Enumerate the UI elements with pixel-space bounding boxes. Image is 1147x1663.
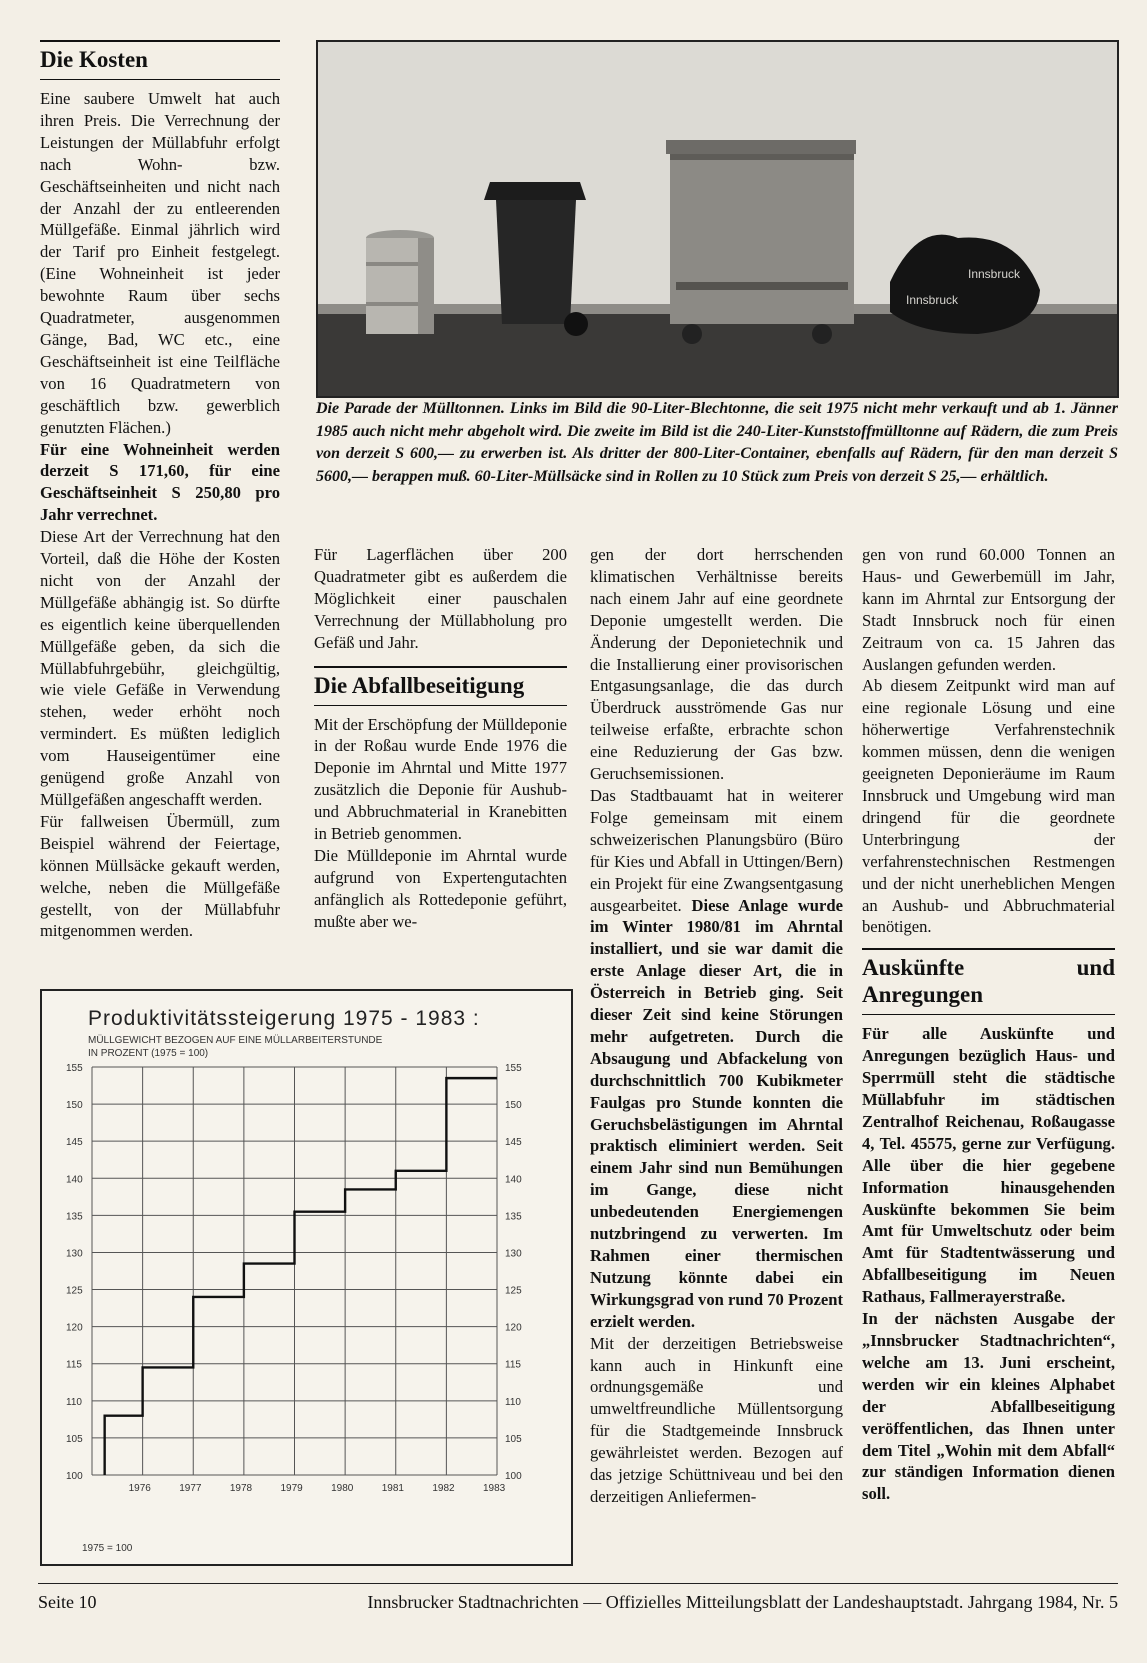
kosten-paragraph: Eine saubere Umwelt hat auch ihren Preis. Die Verrechnung der Leistungen der Müllabfuhr erfolgt nach Wohn- bzw. Geschäftseinheiten und nicht nach der Anzahl der zu entleerenden Müllgefäße. Einmal jährlich wird der Tarif pro Einheit festgelegt. (Eine Wohneinheit ist jeder bewohnte Raum über sechs Quadratmeter, ausgenommen Gänge, Bad, WC etc., eine Geschäftseinheit ist eine Teilfläche von 16 Quadratmetern von geschäftlich bzw. gewerblich genutzten Flächen.) bbox=[40, 89, 280, 437]
container-icon bbox=[666, 140, 856, 344]
chart-base-label: 1975 = 100 bbox=[82, 1543, 133, 1554]
y-tick-label: 120 bbox=[505, 1322, 522, 1334]
metal-bin-icon bbox=[366, 230, 434, 334]
page-footer bbox=[38, 1592, 1118, 1613]
kosten-paragraph: Diese Art der Verrechnung hat den Vorteil, daß die Höhe der Kosten nicht von der Anzahl der Müllgefäße abhängig ist. So dürfte es eigentlich keine überquellenden Müllgefäße geben, da sich die Müllabfuhrgebühr, gleichgültig, wie viele Gefäße in Verwendung stehen, weder erhöht noch vermindert. Es müßten lediglich vom Hauseigentümer eine genügend große Anzahl von Müllgefäßen angeschafft werden. bbox=[40, 527, 280, 809]
auskuenfte-paragraph: In der nächsten Ausgabe der „Innsbrucker Stadtnachrichten“, welche am 13. Juni erscheint, werden wir ein kleines Alphabet der Abfallbeseitigung veröffentlichen, das Ihnen unter dem Titel „Wohin mit dem Abfall“ zur ständigen Information dienen soll. bbox=[862, 1309, 1115, 1504]
column-abfallbeseitigung bbox=[314, 544, 567, 933]
x-tick-label: 1977 bbox=[179, 1483, 202, 1494]
waste-containers-photo bbox=[316, 40, 1119, 398]
y-tick-label: 100 bbox=[66, 1471, 83, 1482]
y-tick-label: 105 bbox=[505, 1433, 522, 1445]
auskuenfte-paragraph: Für alle Auskünfte und Anregungen bezüglich Haus- und Sperrmüll steht die städtische Müllabfuhr im städtischen Zentralhof Reichenau, Roßaugasse 4, Tel. 45575, gerne zur Verfügung. Alle über die hier gegebene Information hinausgehenden Auskünfte bekommen Sie beim Amt für Umweltschutz oder beim Amt für Stadtentwässerung und Abfallbeseitigung im Neuen Rathaus, Fallmerayerstraße. bbox=[862, 1024, 1115, 1307]
deponie-paragraph: gen der dort herrschenden klimatischen Verhältnisse bereits nach einem Jahr auf eine geordnete Deponie umgestellt werden. Die Änderung der Deponietechnik und die Installierung einer provisorischen Entgasungsanlage, die das durch Überdruck ausströmende Gas nur teilweise erfaßte, erbrachte schon eine Reduzierung der Gas bzw. Geruchsemissionen. bbox=[590, 545, 843, 784]
y-tick-label: 145 bbox=[505, 1137, 522, 1149]
kosten-paragraph: Für fallweisen Übermüll, zum Beispiel während der Feiertage, können Müllsäcke gekauft werden, welche, neben die Müllgefäße gestellt, von der Müllabfuhr mitgenommen werden. bbox=[40, 811, 280, 941]
y-tick-label: 105 bbox=[66, 1433, 83, 1445]
footer-rule bbox=[38, 1583, 1118, 1584]
anlage-text: Diese Anlage wurde im Winter 1980/81 im Ahrntal installiert, und sie war damit die erste Anlage dieser Art, die in Österreich in Betrieb ging. Seit dieser Zeit sind keine Störungen mehr aufgetreten. Durch die Absaugung und Abfackelung von durchschnittlich 700 Kubikmeter Faulgas pro Stunde konnten die Geruchsbelästigungen im Ahrntal praktisch eliminiert werden. Seit einem Jahr sind nun Bemühungen im Gange, diese nicht unbedeutenden Energiemengen nutzbringend zu verwerten. Im Rahmen einer thermischen Nutzung könnte dabei ein Wirkungsgrad von rund 70 Prozent erzielt werden. bbox=[590, 895, 843, 1331]
bag-label: Innsbruck bbox=[906, 293, 959, 307]
y-tick-label: 140 bbox=[505, 1174, 522, 1186]
productivity-chart bbox=[40, 989, 573, 1566]
chart-subtitle: MÜLLGEWICHT BEZOGEN AUF EINE MÜLLARBEITERSTUNDE bbox=[88, 1035, 383, 1046]
y-tick-label: 115 bbox=[505, 1359, 521, 1371]
planungsbuero-text: Das Stadtbauamt hat in weiterer Folge gemeinsam mit einem schweizerischen Planungsbüro (Büro für Kies und Abfall in Uttingen/Bern) ein Projekt für eine Zwangsentgasung ausgearbeitet. bbox=[590, 785, 843, 915]
y-tick-label: 155 bbox=[66, 1063, 83, 1074]
lagerflaechen-paragraph: Für Lagerflächen über 200 Quadratmeter gibt es außerdem die Möglichkeit einer pauschalen Verrechnung der Müllabholung pro Gefäß und Jahr. bbox=[314, 545, 567, 652]
x-tick-label: 1980 bbox=[331, 1483, 354, 1494]
y-tick-label: 130 bbox=[66, 1248, 83, 1260]
y-tick-label: 135 bbox=[505, 1211, 522, 1223]
x-tick-label: 1976 bbox=[128, 1483, 151, 1494]
y-tick-label: 135 bbox=[66, 1211, 83, 1223]
abfallbeseitigung-heading: Die Abfallbeseitigung bbox=[314, 666, 567, 706]
y-tick-label: 110 bbox=[66, 1396, 82, 1408]
x-tick-label: 1979 bbox=[280, 1483, 303, 1494]
x-tick-label: 1981 bbox=[381, 1483, 404, 1494]
y-tick-label: 115 bbox=[66, 1359, 82, 1371]
abfallbeseitigung-paragraph: Mit der Erschöpfung der Mülldeponie in der Roßau wurde Ende 1976 die Deponie im Ahrntal und Mitte 1977 zusätzlich die Deponie für Aushub- und Abbruchmaterial in Kranebitten in Betrieb genommen. bbox=[314, 714, 567, 844]
y-tick-label: 150 bbox=[66, 1100, 83, 1112]
y-tick-label: 130 bbox=[505, 1248, 522, 1260]
deponie-paragraph: Ab diesem Zeitpunkt wird man auf eine regionale Lösung und eine höherwertige Verfahrenstechnik kommen müssen, denn die wenigen geeigneten Deponieräume im Raum Innsbruck und Umgebung wird man dringend für die geordnete Unterbringung der verfahrenstechnischen Restmengen und der nicht unerheblichen Mengen an Aushub- und Abbruchmaterial benötigen. bbox=[862, 676, 1115, 937]
x-tick-label: 1982 bbox=[432, 1483, 455, 1494]
x-tick-label: 1978 bbox=[229, 1483, 253, 1494]
abfallbeseitigung-paragraph: Die Mülldeponie im Ahrntal wurde aufgrund von Expertengutachten anfänglich als Rottedeponie geführt, mußte aber we- bbox=[314, 845, 567, 931]
page-number: Seite 10 bbox=[38, 1592, 97, 1612]
productivity-chart-svg bbox=[42, 991, 571, 1564]
deponie-paragraph bbox=[590, 785, 843, 1333]
y-tick-label: 145 bbox=[66, 1137, 83, 1149]
waste-containers-illustration bbox=[318, 42, 1117, 396]
y-tick-label: 150 bbox=[505, 1100, 522, 1112]
auskuenfte-heading: Auskünfte und Anregungen bbox=[862, 948, 1115, 1015]
column-deponie bbox=[590, 544, 843, 1508]
chart-subtitle: IN PROZENT (1975 = 100) bbox=[88, 1048, 209, 1059]
deponie-paragraph: Mit der derzeitigen Betriebsweise kann auch in Hinkunft eine ordnungsgemäße und umweltfreundliche Müllentsorgung für die Stadtgemeinde Innsbruck gewährleistet werden. Bezogen auf das jetzige Schüttniveau und bei den derzeitigen Anliefermen- bbox=[590, 1333, 843, 1506]
column-kosten bbox=[40, 40, 280, 942]
y-tick-label: 125 bbox=[66, 1285, 83, 1297]
y-tick-label: 110 bbox=[505, 1396, 521, 1408]
chart-series-line bbox=[105, 1078, 497, 1475]
y-tick-label: 155 bbox=[505, 1063, 522, 1074]
publication-line: Innsbrucker Stadtnachrichten — Offizielles Mitteilungsblatt der Landeshauptstadt. Jahrgang 1984, Nr. 5 bbox=[367, 1592, 1118, 1612]
deponie-paragraph: gen von rund 60.000 Tonnen an Haus- und Gewerbemüll im Jahr, kann im Ahrntal zur Entsorgung der Stadt Innsbruck noch für einen Zeitraum von ca. 15 Jahren das Auslangen gefunden werden. bbox=[862, 545, 1115, 674]
y-tick-label: 125 bbox=[505, 1285, 522, 1297]
column-auskuenfte bbox=[862, 544, 1115, 1505]
kosten-heading: Die Kosten bbox=[40, 40, 280, 80]
chart-title: Produktivitätssteigerung 1975 - 1983 : bbox=[88, 1007, 480, 1030]
y-tick-label: 140 bbox=[66, 1174, 83, 1186]
bag-label: Innsbruck bbox=[968, 267, 1021, 281]
x-tick-label: 1983 bbox=[483, 1483, 506, 1494]
y-tick-label: 100 bbox=[505, 1471, 522, 1482]
photo-caption: Die Parade der Mülltonnen. Links im Bild die 90-Liter-Blechtonne, die seit 1975 nicht mehr verkauft und ab 1. Jänner 1985 auch nicht mehr abgeholt wird. Die zweite im Bild ist die 240-Liter-Kunststoffmülltonne auf Rädern, die zum Preis von derzeit S 600,— zu erwerben ist. Als dritter der 800-Liter-Container, ebenfalls auf Rädern, für den man derzeit S 5600,— berappen muß. 60-Liter-Müllsäcke sind in Rollen zu 10 Stück zum Preis von derzeit S 25,— erhältlich. bbox=[316, 400, 1118, 485]
y-tick-label: 120 bbox=[66, 1322, 83, 1334]
kosten-tariff-paragraph: Für eine Wohneinheit werden derzeit S 171,60, für eine Geschäftseinheit S 250,80 pro Jahr verrechnet. bbox=[40, 439, 280, 525]
